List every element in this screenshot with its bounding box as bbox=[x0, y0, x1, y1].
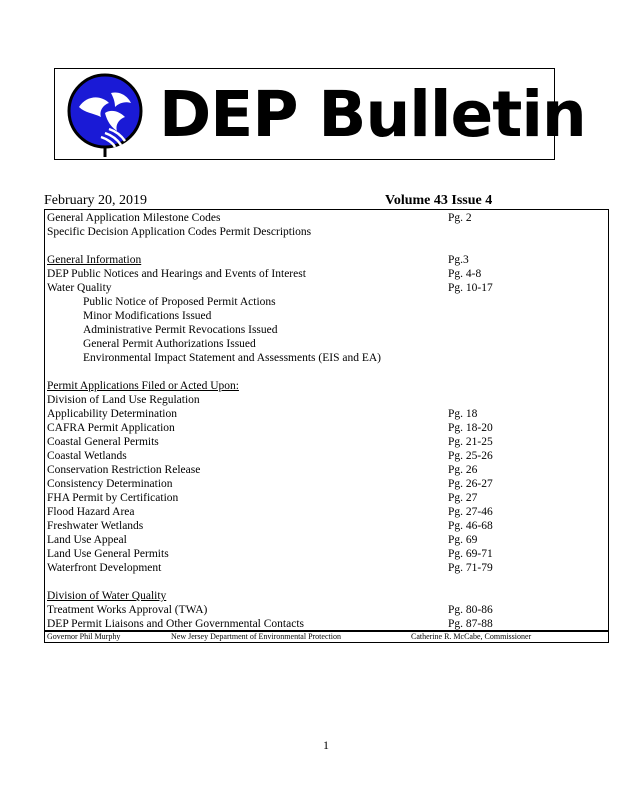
nj-dep-seal-icon bbox=[59, 73, 151, 157]
section-heading: Division of Water Quality bbox=[47, 590, 167, 602]
dep-logo-graphic bbox=[59, 73, 151, 157]
table-of-contents bbox=[44, 209, 609, 631]
contents-label: Consistency Determination bbox=[47, 478, 173, 490]
contents-label: Coastal Wetlands bbox=[47, 450, 127, 462]
contents-page-ref: Pg. 69-71 bbox=[448, 548, 493, 560]
contents-page-ref: Pg. 71-79 bbox=[448, 562, 493, 574]
contents-page-ref: Pg.3 bbox=[448, 254, 469, 266]
contents-page-ref: Pg. 69 bbox=[448, 534, 478, 546]
contents-label: Waterfront Development bbox=[47, 562, 162, 574]
contents-label: Land Use General Permits bbox=[47, 548, 169, 560]
footer-governor: Governor Phil Murphy bbox=[47, 632, 121, 641]
footer bbox=[44, 631, 609, 643]
contents-page-ref: Pg. 80-86 bbox=[448, 604, 493, 616]
contents-label: Division of Land Use Regulation bbox=[47, 394, 200, 406]
contents-label: FHA Permit by Certification bbox=[47, 492, 179, 504]
contents-label: Applicability Determination bbox=[47, 408, 177, 420]
contents-label: Water Quality bbox=[47, 282, 112, 294]
contents-page-ref: Pg. 10-17 bbox=[448, 282, 493, 294]
masthead bbox=[54, 68, 586, 160]
dateline bbox=[44, 192, 558, 210]
contents-page-ref: Pg. 27 bbox=[448, 492, 478, 504]
contents-label: Minor Modifications Issued bbox=[83, 310, 212, 322]
issue-date: February 20, 2019 bbox=[44, 193, 148, 208]
contents-label: DEP Permit Liaisons and Other Governmental Contacts bbox=[47, 618, 304, 630]
contents-page-ref: Pg. 26 bbox=[448, 464, 478, 476]
contents-label: Environmental Impact Statement and Assessments (EIS and EA) bbox=[83, 352, 381, 364]
contents-label: Land Use Appeal bbox=[47, 534, 127, 546]
contents-label: Public Notice of Proposed Permit Actions bbox=[83, 296, 276, 308]
contents-label: General Permit Authorizations Issued bbox=[83, 338, 256, 350]
contents-page-ref: Pg. 87-88 bbox=[448, 618, 493, 630]
contents-label: Treatment Works Approval (TWA) bbox=[47, 604, 208, 616]
volume-issue: Volume 43 Issue 4 bbox=[385, 193, 493, 208]
contents-label: Coastal General Permits bbox=[47, 436, 159, 448]
contents-label: CAFRA Permit Application bbox=[47, 422, 175, 434]
contents-page-ref: Pg. 46-68 bbox=[448, 520, 493, 532]
contents-page-ref: Pg. 18 bbox=[448, 408, 478, 420]
contents-page-ref: Pg. 25-26 bbox=[448, 450, 493, 462]
contents-label: Specific Decision Application Codes Permit Descriptions bbox=[47, 226, 312, 238]
contents-label: General Application Milestone Codes bbox=[47, 212, 221, 224]
footer-department: New Jersey Department of Environmental Protection bbox=[171, 632, 341, 641]
contents-page-ref: Pg. 27-46 bbox=[448, 506, 493, 518]
contents-page-ref: Pg. 2 bbox=[448, 212, 472, 224]
page-number: 1 bbox=[323, 738, 329, 752]
contents-page-ref: Pg. 21-25 bbox=[448, 436, 493, 448]
section-heading: Permit Applications Filed or Acted Upon: bbox=[47, 380, 239, 392]
contents-page-ref: Pg. 18-20 bbox=[448, 422, 493, 434]
contents-label: Administrative Permit Revocations Issued bbox=[83, 324, 278, 336]
contents-page-ref: Pg. 26-27 bbox=[448, 478, 493, 490]
contents-label: Freshwater Wetlands bbox=[47, 520, 144, 532]
bulletin-title: DEP Bulletin bbox=[159, 78, 586, 151]
contents-label: DEP Public Notices and Hearings and Events of Interest bbox=[47, 268, 306, 280]
contents-label: Conservation Restriction Release bbox=[47, 464, 201, 476]
footer-commissioner: Catherine R. McCabe, Commissioner bbox=[411, 632, 532, 641]
contents-label: Flood Hazard Area bbox=[47, 506, 135, 518]
contents-page-ref: Pg. 4-8 bbox=[448, 268, 482, 280]
section-heading: General Information bbox=[47, 254, 142, 266]
